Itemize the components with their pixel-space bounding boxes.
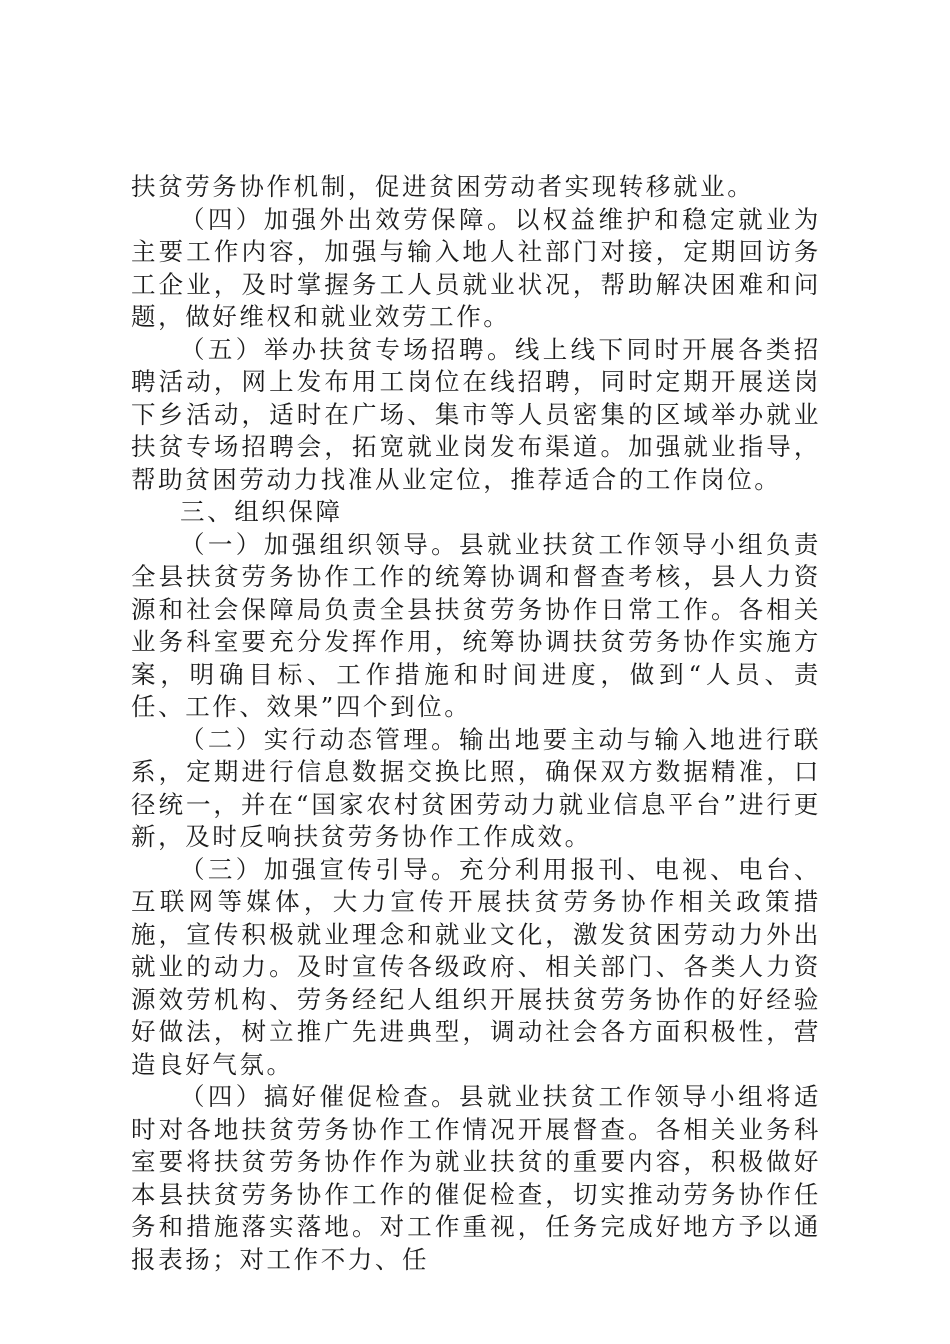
paragraph-publicity: （三）加强宣传引导。充分利用报刊、电视、电台、互联网等媒体，大力宣传开展扶贫劳务协作相关政策措施，宣传积极就业理念和就业文化，激发贫困劳动力外出就业的动力。及时宣传各级政府、相关部门、各类人力资源效劳机构、劳务经纪人组织开展扶贫劳务协作的好经验好做法，树立推广先进典型，调动社会各方面积极性，营造良好气氛。 <box>131 854 821 1079</box>
paragraph-leadership: （一）加强组织领导。县就业扶贫工作领导小组负责全县扶贫劳务协作工作的统筹协调和督查考核，县人力资源和社会保障局负责全县扶贫劳务协作日常工作。各相关业务科室要充分发挥作用，统筹协调扶贫劳务协作实施方案，明确目标、工作措施和时间进度，做到“人员、责任、工作、效果”四个到位。 <box>131 529 821 721</box>
paragraph-inspection: （四）搞好催促检查。县就业扶贫工作领导小组将适时对各地扶贫劳务协作工作情况开展督查。各相关业务科室要将扶贫劳务协作作为就业扶贫的重要内容，积极做好本县扶贫劳务协作工作的催促检查，切实推动劳务协作任务和措施落实落地。对工作重视，任务完成好地方予以通报表扬；对工作不力、任 <box>131 1082 821 1274</box>
document-body <box>131 171 821 1276</box>
paragraph-dynamic-management: （二）实行动态管理。输出地要主动与输入地进行联系，定期进行信息数据交换比照，确保双方数据精准，口径统一，并在“国家农村贫困劳动力就业信息平台”进行更新，及时反响扶贫劳务协作工作成效。 <box>131 724 821 851</box>
paragraph-job-fair: （五）举办扶贫专场招聘。线上线下同时开展各类招聘活动，网上发布用工岗位在线招聘，同时定期开展送岗下乡活动，适时在广场、集市等人员密集的区域举办就业扶贫专场招聘会，拓宽就业岗发布渠道。加强就业指导，帮助贫困劳动力找准从业定位，推荐适合的工作岗位。 <box>131 334 821 494</box>
paragraph-service-guarantee: （四）加强外出效劳保障。以权益维护和稳定就业为主要工作内容，加强与输入地人社部门对接，定期回访务工企业，及时掌握务工人员就业状况，帮助解决困难和问题，做好维权和就业效劳工作。 <box>131 204 821 331</box>
section-heading-organization: 三、组织保障 <box>180 497 343 526</box>
paragraph-continuation: 扶贫劳务协作机制，促进贫困劳动者实现转移就业。 <box>131 172 755 201</box>
